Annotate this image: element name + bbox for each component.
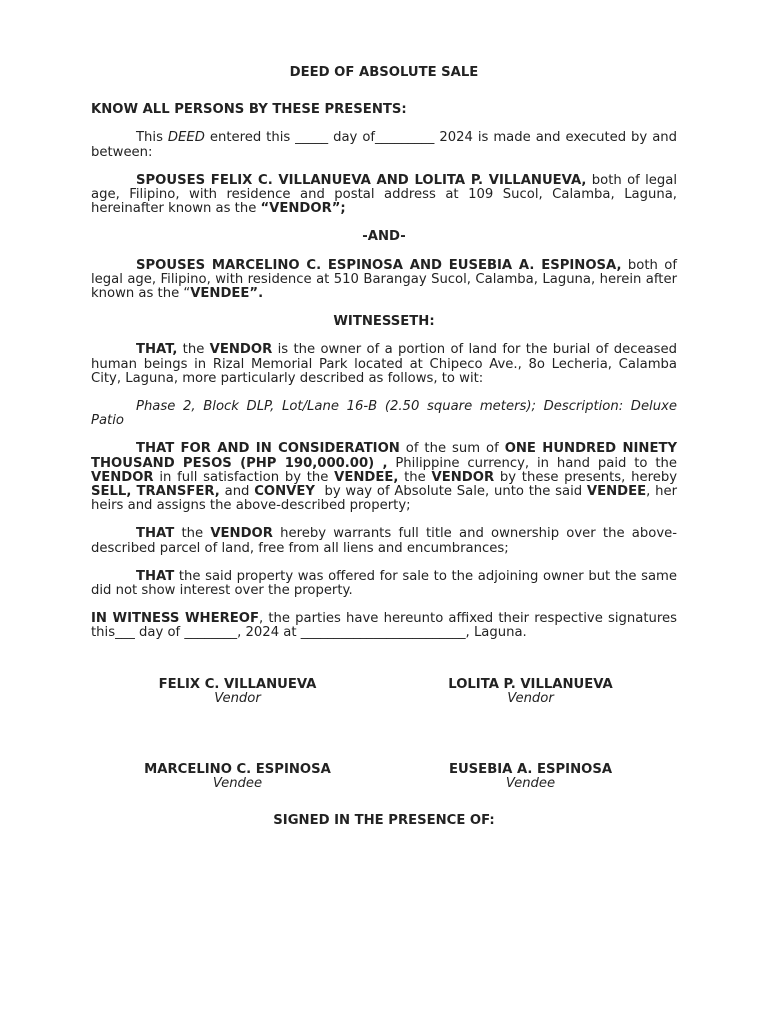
signatory-name: FELIX C. VILLANUEVA	[158, 676, 317, 692]
vendee-paragraph	[91, 259, 677, 302]
clause2-convey: CONVEY	[254, 484, 315, 500]
intro-text-2: entered this _____ day of_________ 2024 is made and executed by and between:	[91, 130, 677, 160]
clause4-text-1: the said property was offered for sale to the adjoining owner but the same did not show interest over the property.	[91, 568, 677, 599]
document-title: DEED OF ABSOLUTE SALE	[289, 65, 479, 80]
clause2-sell-transfer: SELL, TRANSFER,	[91, 484, 220, 500]
clause1-text-1: the	[177, 342, 210, 358]
signature-block-vendee-2	[384, 763, 677, 791]
vendor-signatures	[91, 678, 677, 706]
intro-text-1: This	[136, 130, 168, 146]
clause2-vendee-2: VENDEE	[586, 484, 647, 500]
clause4-that: THAT	[136, 568, 175, 584]
vendor-names: SPOUSES FELIX C. VILLANUEVA AND LOLITA P. VILLANUEVA,	[136, 172, 587, 188]
clause3-that: THAT	[136, 526, 175, 542]
warranty-clause	[91, 527, 677, 555]
clause2-text-2: Philippine currency, in hand paid to the	[387, 455, 677, 471]
signatory-role: Vendee	[505, 776, 556, 792]
signatory-role: Vendee	[212, 776, 263, 792]
signatory-name: EUSEBIA A. ESPINOSA	[448, 762, 613, 778]
clause3-vendor: VENDOR	[210, 526, 273, 542]
clause2-text-6: and	[219, 484, 255, 500]
signature-block-vendor-1	[91, 678, 384, 706]
clause2-vendee-1: VENDEE,	[334, 469, 399, 485]
vendee-designation: VENDEE”.	[190, 286, 264, 302]
signatory-role: Vendor	[507, 690, 554, 706]
clause2-text-4: the	[398, 469, 432, 485]
document-page	[91, 66, 677, 828]
clause2-text-1: of the sum of	[399, 441, 505, 457]
adjoining-owner-clause	[91, 570, 677, 598]
witnesseth-heading: WITNESSETH:	[333, 314, 435, 330]
clause3-text-2: hereby warrants full title and ownership over the above-described parcel of land, free from all liens and encumbrances;	[91, 526, 677, 556]
vendee-names: SPOUSES MARCELINO C. ESPINOSA AND EUSEBIA A. ESPINOSA,	[136, 257, 622, 273]
witness-whereof-text: , the parties have hereunto affixed their respective signatures this___ day of ________, 2024 at _________________________, Laguna.	[91, 611, 678, 641]
witness-whereof-paragraph	[91, 612, 677, 640]
witness-whereof-lead: IN WITNESS WHEREOF	[91, 611, 259, 627]
vendor-text: both of legal age, Filipino, with residence and postal address at 109 Sucol, Calamba, Laguna, hereinafter known as the	[91, 172, 677, 217]
signatory-name: LOLITA P. VILLANUEVA	[448, 676, 613, 692]
clause2-lead: THAT FOR AND IN CONSIDERATION	[136, 441, 400, 457]
signatory-role: Vendor	[214, 690, 261, 706]
clause1-text-2: is the owner of a portion of land for the burial of deceased human beings in Rizal Memorial Park located at Chipeco Ave., 8o Lecheria, Calamba City, Laguna, more particularly described as follows, to wit:	[91, 342, 677, 386]
clause2-text-5: by these presents, hereby	[494, 469, 678, 485]
vendee-text: both of legal age, Filipino, with residence at 510 Barangay Sucol, Calamba, Laguna, herein after known as the “	[91, 257, 677, 302]
vendor-designation: “VENDOR”;	[260, 201, 346, 217]
property-description-text: Phase 2, Block DLP, Lot/Lane 16-B (2.50 square meters); Description: Deluxe Patio	[91, 399, 677, 429]
clause2-text-3: in full satisfaction by the	[153, 469, 335, 485]
know-all-heading: KNOW ALL PERSONS BY THESE PRESENTS:	[91, 102, 407, 118]
signature-block-vendor-2	[384, 678, 677, 706]
vendor-paragraph	[91, 174, 677, 217]
clause2-vendor-2: VENDOR	[431, 469, 495, 485]
clause2-text-8: , her heirs and assigns the above-described property;	[91, 484, 678, 514]
clause2-vendor-1: VENDOR	[91, 469, 154, 485]
intro-deed-word: DEED	[167, 130, 205, 146]
clause2-text-7: by way of Absolute Sale, unto the said	[314, 484, 587, 500]
clause1-that: THAT,	[136, 342, 178, 358]
consideration-clause	[91, 442, 677, 513]
vendee-signatures	[91, 763, 677, 791]
signed-in-presence-heading: SIGNED IN THE PRESENCE OF:	[273, 812, 495, 828]
intro-paragraph	[91, 131, 677, 159]
signatory-name: MARCELINO C. ESPINOSA	[144, 762, 331, 778]
clause2-amount: ONE HUNDRED NINETY THOUSAND PESOS (PHP 190,000.00) ,	[91, 441, 677, 471]
signature-block-vendee-1	[91, 763, 384, 791]
and-separator: -AND-	[362, 229, 406, 245]
ownership-clause	[91, 343, 677, 386]
clause3-text-1: the	[174, 526, 211, 542]
clause1-vendor: VENDOR	[209, 342, 273, 358]
property-description	[91, 400, 677, 428]
